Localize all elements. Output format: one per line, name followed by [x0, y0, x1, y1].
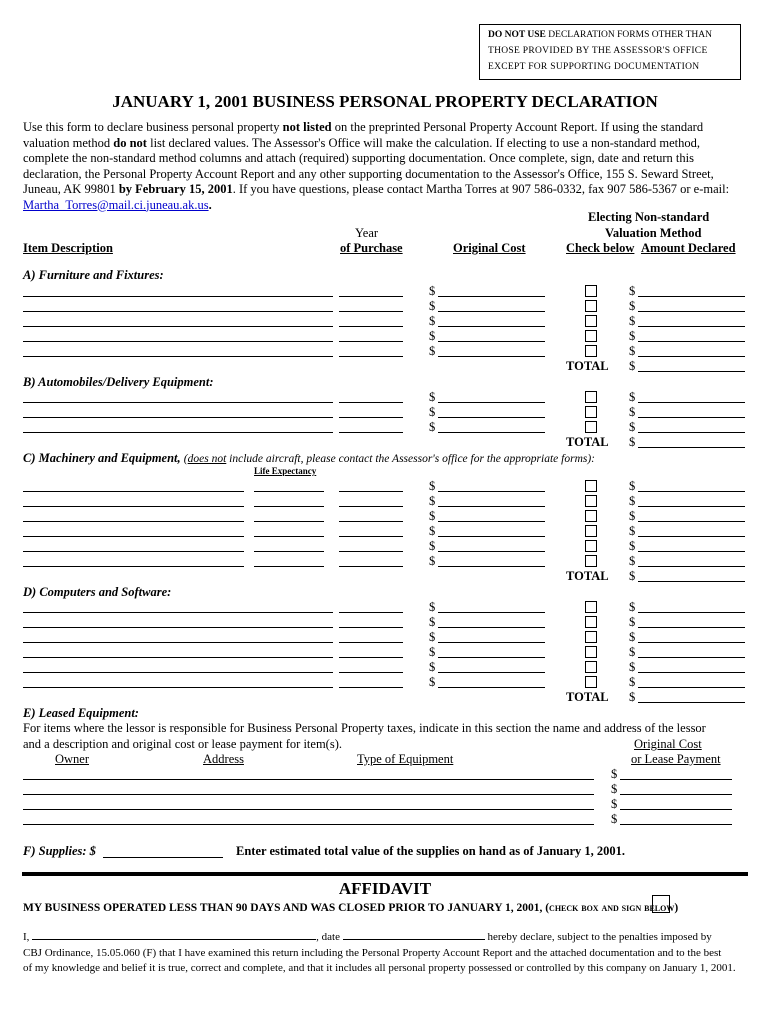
item-description-input[interactable] [23, 402, 333, 403]
dollar-sign: $ [429, 615, 436, 629]
amount-declared-input[interactable] [638, 296, 745, 297]
intro-text: valuation method [23, 135, 114, 150]
original-cost-input[interactable] [438, 612, 545, 613]
amount-declared-input[interactable] [638, 551, 745, 552]
non-standard-checkbox[interactable] [585, 525, 597, 537]
dollar-sign: $ [629, 690, 636, 704]
item-description-input[interactable] [23, 521, 244, 522]
section-e-leased: E) Leased Equipment: [23, 706, 139, 720]
life-expectancy-header: Life Expectancy [254, 466, 317, 476]
amount-declared-input[interactable] [638, 612, 745, 613]
amount-declared-input[interactable] [638, 672, 745, 673]
item-description-input[interactable] [23, 506, 244, 507]
dollar-sign: $ [629, 630, 636, 644]
amount-declared-input[interactable] [638, 341, 745, 342]
dollar-sign: $ [611, 797, 618, 811]
year-of-purchase-input[interactable] [339, 311, 403, 312]
original-cost-input[interactable] [438, 566, 545, 567]
item-description-input[interactable] [23, 536, 244, 537]
dollar-sign: $ [629, 660, 636, 674]
life-expectancy-input[interactable] [254, 536, 324, 537]
item-description-input[interactable] [23, 612, 333, 613]
intro-text: complete the non-standard method columns and attach (required) supporting documentation. Once complete, sign, date and return this [23, 151, 694, 165]
leased-item-input[interactable] [23, 824, 594, 825]
dollar-sign: $ [629, 554, 636, 568]
item-description-input[interactable] [23, 657, 333, 658]
life-expectancy-input[interactable] [254, 521, 324, 522]
dollar-sign: $ [611, 782, 618, 796]
leased-header-owner: Owner [55, 752, 90, 766]
leased-instructions-1: For items where the lessor is responsible for Business Personal Property taxes, indicate in this section the name and address of the lessor [23, 721, 706, 735]
dollar-sign: $ [629, 479, 636, 493]
dollar-sign: $ [429, 600, 436, 614]
total-amount-input[interactable] [638, 447, 745, 448]
year-of-purchase-input[interactable] [339, 506, 403, 507]
year-of-purchase-input[interactable] [339, 432, 403, 433]
life-expectancy-input[interactable] [254, 491, 324, 492]
non-standard-checkbox[interactable] [585, 661, 597, 673]
amount-declared-input[interactable] [638, 642, 745, 643]
supplies-label: F) Supplies: $ [23, 844, 96, 858]
affidavit-text: of my knowledge and belief it is true, correct and complete, and that it includes all personal property possessed or controlled by this company on January 1, 2001. [23, 962, 736, 974]
original-cost-input[interactable] [438, 326, 545, 327]
item-description-input[interactable] [23, 627, 333, 628]
intro-paragraph [23, 120, 741, 213]
leased-cost-input[interactable] [620, 794, 732, 795]
dollar-sign: $ [429, 539, 436, 553]
intro-bold: not listed [282, 120, 332, 134]
amount-declared-input[interactable] [638, 326, 745, 327]
header-amount-declared: Amount Declared [641, 241, 736, 255]
affidavit-checkbox[interactable] [652, 895, 670, 913]
non-standard-checkbox[interactable] [585, 300, 597, 312]
amount-declared-input[interactable] [638, 311, 745, 312]
amount-declared-input[interactable] [638, 687, 745, 688]
non-standard-checkbox[interactable] [585, 315, 597, 327]
leased-item-input[interactable] [23, 794, 594, 795]
notice-line3: EXCEPT FOR SUPPORTING DOCUMENTATION [488, 62, 700, 72]
affidavit-name-input[interactable] [32, 929, 316, 940]
item-description-input[interactable] [23, 356, 333, 357]
non-standard-checkbox[interactable] [585, 330, 597, 342]
non-standard-checkbox[interactable] [585, 540, 597, 552]
total-amount-input[interactable] [638, 581, 745, 582]
year-of-purchase-input[interactable] [339, 536, 403, 537]
leased-cost-input[interactable] [620, 809, 732, 810]
original-cost-input[interactable] [438, 296, 545, 297]
dollar-sign: $ [629, 359, 636, 373]
header-check-below: Check below [566, 241, 635, 255]
year-of-purchase-input[interactable] [339, 687, 403, 688]
notice-bold: DO NOT USE [488, 30, 546, 40]
non-standard-checkbox[interactable] [585, 495, 597, 507]
dollar-sign: $ [429, 344, 436, 358]
amount-declared-input[interactable] [638, 491, 745, 492]
section-c-machinery [23, 451, 595, 466]
section-c-note-paren: ( [183, 453, 188, 465]
dollar-sign: $ [429, 675, 436, 689]
intro-text: on the preprinted Personal Property Account Report. If using the standard [331, 120, 704, 134]
dollar-sign: $ [629, 344, 636, 358]
total-label: TOTAL [566, 690, 609, 704]
total-amount-input[interactable] [638, 371, 745, 372]
non-standard-checkbox[interactable] [585, 646, 597, 658]
original-cost-input[interactable] [438, 417, 545, 418]
affidavit-title: AFFIDAVIT [338, 879, 432, 898]
item-description-input[interactable] [23, 432, 333, 433]
life-expectancy-input[interactable] [254, 506, 324, 507]
item-description-input[interactable] [23, 672, 333, 673]
amount-declared-input[interactable] [638, 521, 745, 522]
item-description-input[interactable] [23, 491, 244, 492]
original-cost-input[interactable] [438, 356, 545, 357]
year-of-purchase-input[interactable] [339, 402, 403, 403]
notice-box [479, 24, 741, 80]
section-c-note [184, 453, 595, 465]
year-of-purchase-input[interactable] [339, 417, 403, 418]
year-of-purchase-input[interactable] [339, 672, 403, 673]
dollar-sign: $ [429, 509, 436, 523]
item-description-input[interactable] [23, 566, 244, 567]
total-label: TOTAL [566, 359, 609, 373]
email-link[interactable]: Martha_Torres@mail.ci.juneau.ak.us [23, 197, 209, 212]
dollar-sign: $ [611, 812, 618, 826]
dollar-sign: $ [629, 494, 636, 508]
dollar-sign: $ [429, 554, 436, 568]
item-description-input[interactable] [23, 417, 333, 418]
page-title: JANUARY 1, 2001 BUSINESS PERSONAL PROPERTY DECLARATION [112, 92, 658, 111]
leased-cost-input[interactable] [620, 824, 732, 825]
divider [22, 872, 748, 876]
dollar-sign: $ [429, 405, 436, 419]
dollar-sign: $ [429, 479, 436, 493]
original-cost-input[interactable] [438, 627, 545, 628]
non-standard-checkbox[interactable] [585, 555, 597, 567]
original-cost-input[interactable] [438, 491, 545, 492]
header-valuation-method: Valuation Method [605, 226, 702, 240]
affidavit-text: CBJ Ordinance, 15.05.060 (F) that I have examined this return including the Personal Property Account Report and the attached documentation and to the best [23, 946, 722, 959]
original-cost-input[interactable] [438, 402, 545, 403]
dollar-sign: $ [629, 299, 636, 313]
leased-instructions-2: and a description and original cost or lease payment for item(s). [23, 737, 342, 751]
section-c-note-rest: include aircraft, please contact the Assessor's office for the appropriate forms): [226, 453, 596, 465]
amount-declared-input[interactable] [638, 356, 745, 357]
original-cost-input[interactable] [438, 687, 545, 688]
dollar-sign: $ [629, 390, 636, 404]
life-expectancy-input[interactable] [254, 551, 324, 552]
dollar-sign: $ [429, 494, 436, 508]
original-cost-input[interactable] [438, 536, 545, 537]
item-description-input[interactable] [23, 642, 333, 643]
affidavit-text: I, [23, 931, 33, 943]
dollar-sign: $ [429, 314, 436, 328]
original-cost-input[interactable] [438, 341, 545, 342]
leased-cost-input[interactable] [620, 779, 732, 780]
non-standard-checkbox[interactable] [585, 616, 597, 628]
amount-declared-input[interactable] [638, 627, 745, 628]
year-of-purchase-input[interactable] [339, 612, 403, 613]
dollar-sign: $ [629, 509, 636, 523]
amount-declared-input[interactable] [638, 402, 745, 403]
supplies-text: Enter estimated total value of the supplies on hand as of January 1, 2001. [236, 844, 626, 858]
dollar-sign: $ [429, 284, 436, 298]
supplies-input[interactable] [103, 857, 223, 858]
intro-text: . If you have questions, please contact Martha Torres at 907 586-0332, fax 907 586-5367 or e-mail: [232, 182, 730, 196]
dollar-sign: $ [629, 420, 636, 434]
dollar-sign: $ [429, 420, 436, 434]
non-standard-checkbox[interactable] [585, 631, 597, 643]
header-original-cost: Original Cost [453, 241, 526, 255]
dollar-sign: $ [429, 390, 436, 404]
dollar-sign: $ [629, 615, 636, 629]
dollar-sign: $ [429, 645, 436, 659]
dollar-sign: $ [429, 630, 436, 644]
non-standard-checkbox[interactable] [585, 345, 597, 357]
leased-header-type: Type of Equipment [357, 752, 454, 766]
dollar-sign: $ [629, 329, 636, 343]
leased-header-original-cost: Original Cost [634, 737, 702, 751]
year-of-purchase-input[interactable] [339, 341, 403, 342]
year-of-purchase-input[interactable] [339, 356, 403, 357]
item-description-input[interactable] [23, 326, 333, 327]
leased-header-lease-payment: or Lease Payment [631, 752, 721, 766]
year-of-purchase-input[interactable] [339, 642, 403, 643]
dollar-sign: $ [629, 569, 636, 583]
dollar-sign: $ [429, 299, 436, 313]
non-standard-checkbox[interactable] [585, 406, 597, 418]
original-cost-input[interactable] [438, 672, 545, 673]
dollar-sign: $ [429, 524, 436, 538]
year-of-purchase-input[interactable] [339, 521, 403, 522]
dollar-sign: $ [629, 405, 636, 419]
dollar-sign: $ [629, 539, 636, 553]
item-description-input[interactable] [23, 687, 333, 688]
dollar-sign: $ [629, 435, 636, 449]
original-cost-input[interactable] [438, 311, 545, 312]
original-cost-input[interactable] [438, 432, 545, 433]
non-standard-checkbox[interactable] [585, 676, 597, 688]
non-standard-checkbox[interactable] [585, 285, 597, 297]
year-of-purchase-input[interactable] [339, 296, 403, 297]
amount-declared-input[interactable] [638, 566, 745, 567]
total-label: TOTAL [566, 435, 609, 449]
affidavit-statement: MY BUSINESS OPERATED LESS THAN 90 DAYS AND WAS CLOSED PRIOR TO JANUARY 1, 2001, (check box and sign below) [23, 902, 679, 914]
non-standard-checkbox[interactable] [585, 391, 597, 403]
total-label: TOTAL [566, 569, 609, 583]
leased-item-input[interactable] [23, 809, 594, 810]
original-cost-input[interactable] [438, 506, 545, 507]
original-cost-input[interactable] [438, 642, 545, 643]
affidavit-date-input[interactable] [343, 929, 485, 940]
affidavit-text: hereby declare, subject to the penalties imposed by [484, 931, 712, 943]
header-year: Year [355, 226, 379, 240]
intro-bold: by February 15, 2001 [118, 182, 233, 196]
notice-line1: DECLARATION FORMS OTHER THAN [545, 30, 712, 40]
amount-declared-input[interactable] [638, 536, 745, 537]
item-description-input[interactable] [23, 296, 333, 297]
year-of-purchase-input[interactable] [339, 491, 403, 492]
section-c-label: C) Machinery and Equipment, [23, 451, 184, 465]
section-a-furniture: A) Furniture and Fixtures: [23, 268, 164, 282]
header-of-purchase: of Purchase [340, 241, 403, 255]
amount-declared-input[interactable] [638, 417, 745, 418]
item-description-input[interactable] [23, 551, 244, 552]
dollar-sign: $ [629, 314, 636, 328]
item-description-input[interactable] [23, 341, 333, 342]
year-of-purchase-input[interactable] [339, 657, 403, 658]
affidavit-text: , date [316, 931, 343, 943]
section-b-automobiles: B) Automobiles/Delivery Equipment: [23, 375, 214, 389]
dollar-sign: $ [629, 675, 636, 689]
dollar-sign: $ [429, 329, 436, 343]
dollar-sign: $ [611, 767, 618, 781]
header-electing: Electing Non-standard [588, 210, 710, 224]
affidavit-body [23, 929, 751, 977]
year-of-purchase-input[interactable] [339, 627, 403, 628]
amount-declared-input[interactable] [638, 432, 745, 433]
intro-text: Use this form to declare business personal property [23, 120, 283, 134]
notice-line2: THOSE PROVIDED BY THE ASSESSOR'S OFFICE [488, 46, 708, 56]
dollar-sign: $ [629, 284, 636, 298]
header-item-description: Item Description [23, 241, 113, 255]
dollar-sign: $ [629, 524, 636, 538]
intro-bold: do not [113, 135, 147, 150]
non-standard-checkbox[interactable] [585, 601, 597, 613]
intro-text: Juneau, AK 99801 [23, 182, 119, 196]
non-standard-checkbox[interactable] [585, 510, 597, 522]
year-of-purchase-input[interactable] [339, 551, 403, 552]
year-of-purchase-input[interactable] [339, 326, 403, 327]
intro-text: list declared values. The Assessor's Office will make the calculation. If electing to use a non-standard method, [146, 135, 700, 150]
intro-text: declaration, the Personal Property Account Report and any other supporting documentation to the Assessor's Office, 155 S. Seward Street, [23, 166, 714, 181]
original-cost-input[interactable] [438, 551, 545, 552]
amount-declared-input[interactable] [638, 657, 745, 658]
original-cost-input[interactable] [438, 521, 545, 522]
leased-item-input[interactable] [23, 779, 594, 780]
non-standard-checkbox[interactable] [585, 421, 597, 433]
year-of-purchase-input[interactable] [339, 566, 403, 567]
intro-text: . [208, 197, 212, 212]
leased-header-address: Address [203, 752, 244, 766]
life-expectancy-input[interactable] [254, 566, 324, 567]
total-amount-input[interactable] [638, 702, 745, 703]
dollar-sign: $ [429, 660, 436, 674]
amount-declared-input[interactable] [638, 506, 745, 507]
section-d-computers: D) Computers and Software: [23, 585, 172, 599]
dollar-sign: $ [629, 645, 636, 659]
non-standard-checkbox[interactable] [585, 480, 597, 492]
original-cost-input[interactable] [438, 657, 545, 658]
dollar-sign: $ [629, 600, 636, 614]
item-description-input[interactable] [23, 311, 333, 312]
section-c-note-underlined: does not [187, 453, 227, 465]
